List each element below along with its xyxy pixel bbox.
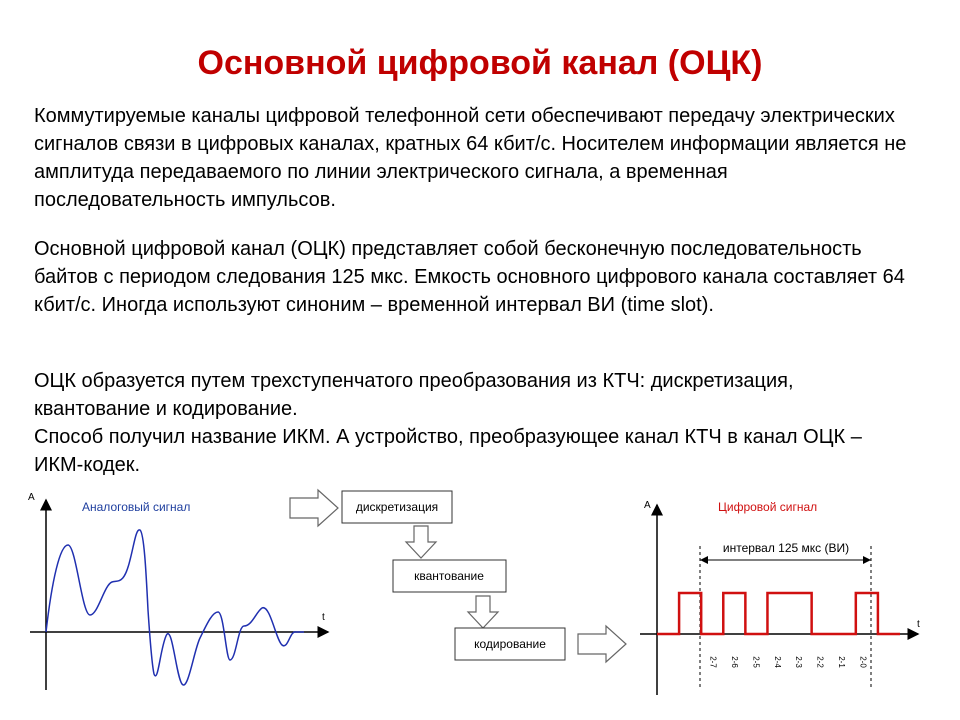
output-arrow: [578, 626, 626, 662]
paragraph-text: Коммутируемые каналы цифровой телефонной сети обеспечивают передачу электрических сигналов связи в цифровых каналах, кратных 64 кбит/с. Носителем информации является не амплитуда передаваемого по линии электрического сигнала, а временная последовательность импульсов.: [34, 105, 907, 211]
bit-weight-label: 2-7: [708, 656, 718, 668]
interval-arrow-left-head: [700, 556, 708, 564]
paragraph-text: ОЦК образуется путем трехступенчатого преобразования из КТЧ: дискретизация, квантование и кодирование.: [34, 370, 794, 420]
digital-signal-plot: [640, 500, 920, 695]
paragraph-text: Способ получил название ИКМ. А устройство, преобразующее канал КТЧ в канал ОЦК – ИКМ-кодек.: [34, 426, 862, 476]
bit-weight-label: 2-6: [730, 656, 740, 668]
bit-weight-label: 2-3: [794, 656, 804, 668]
analog-y-axis-label: A: [28, 492, 35, 503]
page-title: Основной цифровой канал (ОЦК): [197, 44, 763, 82]
interval-arrow-right-head: [863, 556, 871, 564]
bit-weight-label: 2-5: [751, 656, 761, 668]
interval-label: интервал 125 мкс (ВИ): [722, 541, 850, 555]
digital-pulse-train: [657, 593, 900, 634]
bit-weight-label: 2-2: [815, 656, 825, 668]
bit-weight-labels: [709, 656, 868, 668]
input-arrow: [290, 490, 338, 526]
quantization-label: квантование: [414, 569, 484, 583]
bit-weight-label: 2-4: [772, 656, 782, 668]
sampling-label: дискретизация: [355, 500, 439, 514]
analog-signal-title: Аналоговый сигнал: [82, 500, 191, 514]
digital-signal-title: Цифровой сигнал: [718, 500, 818, 514]
process-flow: [290, 490, 626, 662]
down-arrow-1: [406, 526, 436, 558]
coding-label: кодирование: [474, 637, 546, 651]
down-arrow-2: [468, 596, 498, 628]
analog-waveform: [46, 530, 304, 685]
digital-y-axis-label: A: [644, 500, 651, 511]
bit-weight-label: 2-1: [836, 656, 846, 668]
paragraph-text: Основной цифровой канал (ОЦК) представляет собой бесконечную последовательность байтов с периодом следования 125 мкс. Емкость основного цифрового канала составляет 64 кбит/с. Иногда используют синоним – временной интервал ВИ (time slot).: [34, 238, 905, 316]
bit-weight-label: 2-0: [858, 656, 868, 668]
analog-signal-plot: [28, 492, 328, 690]
digital-x-axis-label: t: [917, 619, 920, 630]
analog-x-axis-label: t: [322, 612, 325, 623]
